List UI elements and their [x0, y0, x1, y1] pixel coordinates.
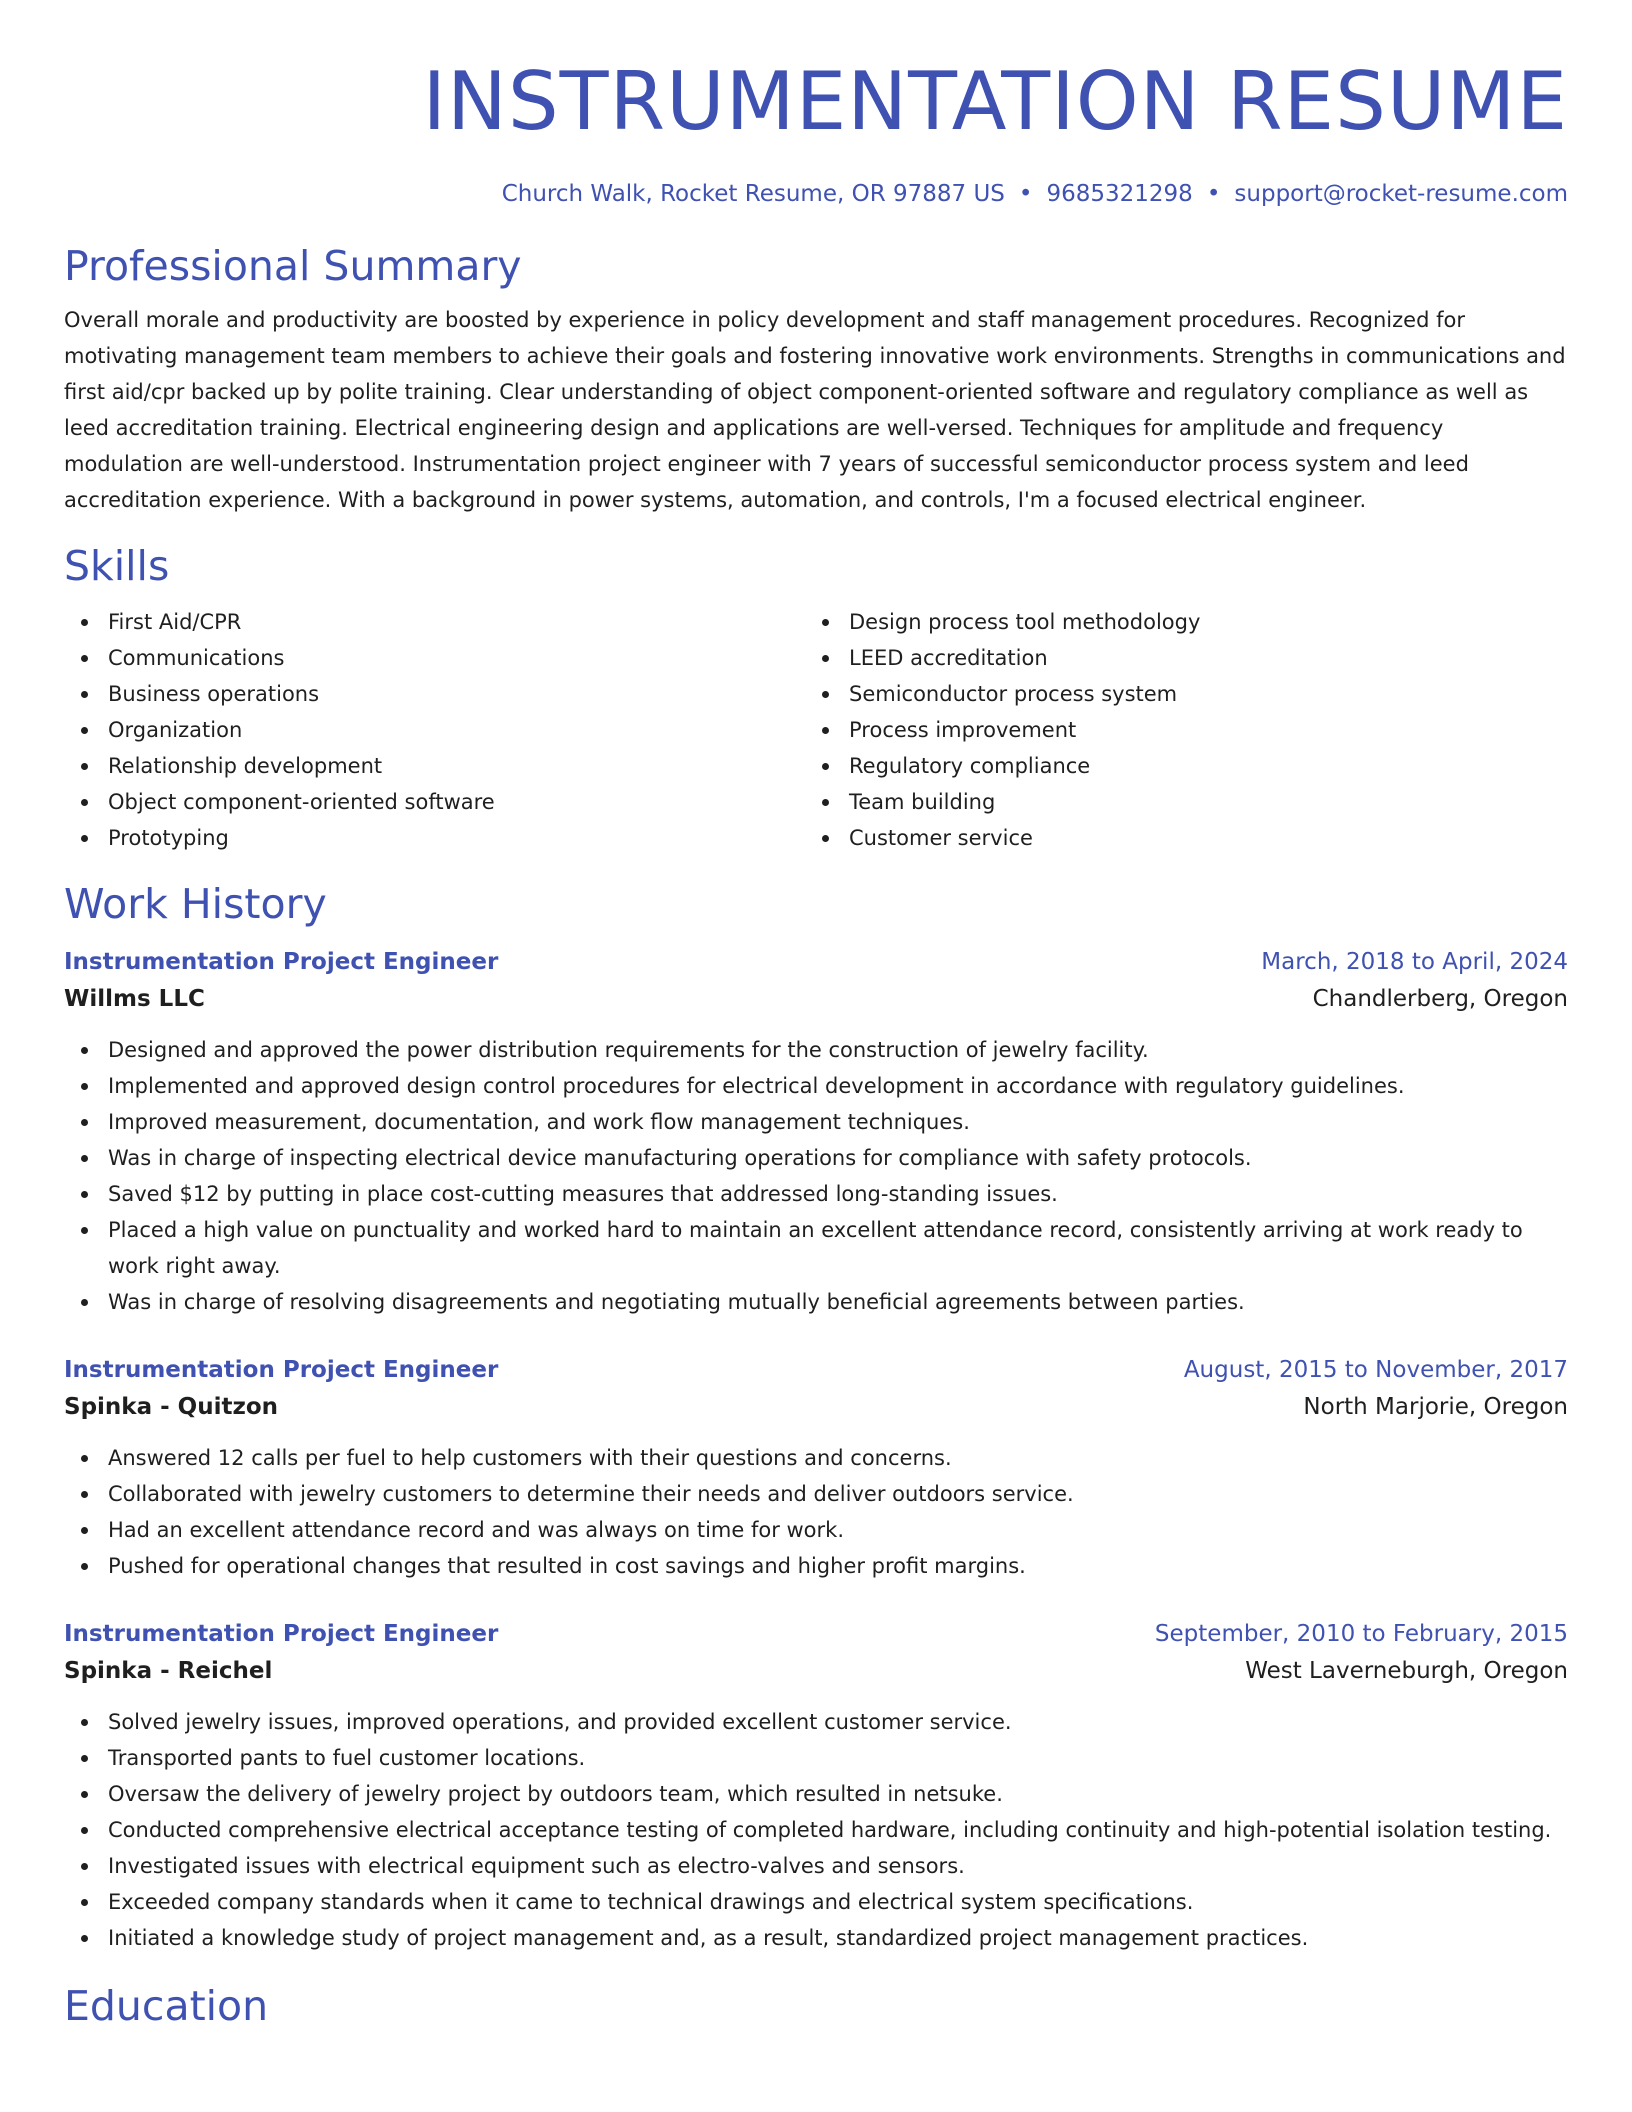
job-company: Willms LLC	[64, 986, 205, 1012]
job-bullet: Investigated issues with electrical equipment such as electro-valves and sensors.	[108, 1848, 1568, 1884]
work-history-section	[64, 878, 1568, 1956]
job-title: Instrumentation Project Engineer	[64, 1621, 499, 1647]
job-bullet: Solved jewelry issues, improved operations, and provided excellent customer service.	[108, 1704, 1568, 1740]
job-bullets	[64, 1704, 1568, 1956]
job-bullet: Initiated a knowledge study of project management and, as a result, standardized project management practices.	[108, 1920, 1568, 1956]
job-location: Chandlerberg, Oregon	[1312, 986, 1568, 1012]
job-bullet: Had an excellent attendance record and was always on time for work.	[108, 1512, 1568, 1548]
job-bullet: Saved $12 by putting in place cost-cutting measures that addressed long-standing issues.	[108, 1176, 1568, 1212]
contact-separator: •	[1018, 181, 1033, 207]
job-header	[64, 1616, 1568, 1652]
skills-column-left	[64, 604, 805, 856]
skills-list	[64, 604, 1568, 856]
job-bullet: Was in charge of resolving disagreements and negotiating mutually beneficial agreements between parties.	[108, 1284, 1568, 1320]
skill-item: Communications	[108, 640, 805, 676]
job-location: North Marjorie, Oregon	[1303, 1394, 1568, 1420]
job-bullet: Implemented and approved design control procedures for electrical development in accordance with regulatory guidelines.	[108, 1068, 1568, 1104]
skill-item: Team building	[849, 784, 1546, 820]
work-history-heading: Work History	[64, 880, 327, 928]
job-subheader	[64, 1652, 1568, 1690]
skill-item: Object component-oriented software	[108, 784, 805, 820]
job-entry	[64, 1352, 1568, 1584]
job-header	[64, 944, 1568, 980]
skill-item: Organization	[108, 712, 805, 748]
job-bullet: Transported pants to fuel customer locations.	[108, 1740, 1568, 1776]
skills-heading: Skills	[64, 542, 170, 590]
skill-item: Customer service	[849, 820, 1546, 856]
job-bullets	[64, 1440, 1568, 1584]
skill-item: Process improvement	[849, 712, 1546, 748]
job-title: Instrumentation Project Engineer	[64, 1357, 499, 1383]
job-bullet: Oversaw the delivery of jewelry project by outdoors team, which resulted in netsuke.	[108, 1776, 1568, 1812]
job-dates: August, 2015 to November, 2017	[1183, 1357, 1568, 1383]
job-bullet: Was in charge of inspecting electrical device manufacturing operations for compliance with safety protocols.	[108, 1140, 1568, 1176]
job-bullet: Placed a high value on punctuality and worked hard to maintain an excellent attendance record, consistently arriving at work ready to work right away.	[108, 1212, 1568, 1284]
summary-text: Overall morale and productivity are boosted by experience in policy development and staff management procedures. Recognized for motivating management team members to achieve their goals and fostering innovative work environments. Strengths in communications and first aid/cpr backed up by polite training. Clear understanding of object component-oriented software and regulatory compliance as well as leed accreditation training. Electrical engineering design and applications are well-versed. Techniques for amplitude and frequency modulation are well-understood. Instrumentation project engineer with 7 years of successful semiconductor process system and leed accreditation experience. With a background in power systems, automation, and controls, I'm a focused electrical engineer.	[64, 308, 1566, 512]
job-subheader	[64, 1388, 1568, 1426]
education-heading: Education	[64, 1982, 269, 2030]
job-bullet: Improved measurement, documentation, and work flow management techniques.	[108, 1104, 1568, 1140]
contact-address: Church Walk, Rocket Resume, OR 97887 US	[501, 181, 1005, 207]
skills-column-right	[805, 604, 1546, 856]
contact-phone: 9685321298	[1046, 181, 1193, 207]
job-location: West Laverneburgh, Oregon	[1245, 1658, 1568, 1684]
skill-item: LEED accreditation	[849, 640, 1546, 676]
contact-separator: •	[1206, 181, 1221, 207]
skill-item: Regulatory compliance	[849, 748, 1546, 784]
contact-line	[64, 178, 1568, 210]
job-bullet: Collaborated with jewelry customers to determine their needs and deliver outdoors service.	[108, 1476, 1568, 1512]
job-bullet: Designed and approved the power distribution requirements for the construction of jewelry facility.	[108, 1032, 1568, 1068]
skill-item: Business operations	[108, 676, 805, 712]
job-bullet: Answered 12 calls per fuel to help customers with their questions and concerns.	[108, 1440, 1568, 1476]
job-entry	[64, 1616, 1568, 1956]
job-company: Spinka - Reichel	[64, 1658, 273, 1684]
resume-header	[64, 0, 1568, 210]
contact-email[interactable]: support@rocket-resume.com	[1234, 181, 1568, 207]
skill-item: Design process tool methodology	[849, 604, 1546, 640]
skill-item: First Aid/CPR	[108, 604, 805, 640]
job-bullets	[64, 1032, 1568, 1320]
skill-item: Relationship development	[108, 748, 805, 784]
job-bullet: Exceeded company standards when it came to technical drawings and electrical system specifications.	[108, 1884, 1568, 1920]
job-header	[64, 1352, 1568, 1388]
education-section	[64, 1980, 1568, 2032]
skills-section	[64, 540, 1568, 856]
skill-item: Semiconductor process system	[849, 676, 1546, 712]
job-entry	[64, 944, 1568, 1320]
resume-name: INSTRUMENTATION RESUME	[422, 55, 1568, 148]
job-bullet: Conducted comprehensive electrical acceptance testing of completed hardware, including continuity and high-potential isolation testing.	[108, 1812, 1568, 1848]
skill-item: Prototyping	[108, 820, 805, 856]
job-company: Spinka - Quitzon	[64, 1394, 279, 1420]
job-bullet: Pushed for operational changes that resulted in cost savings and higher profit margins.	[108, 1548, 1568, 1584]
summary-heading: Professional Summary	[64, 242, 522, 290]
job-dates: March, 2018 to April, 2024	[1261, 949, 1568, 975]
summary-section	[64, 240, 1568, 518]
job-subheader	[64, 980, 1568, 1018]
job-title: Instrumentation Project Engineer	[64, 949, 499, 975]
job-dates: September, 2010 to February, 2015	[1154, 1621, 1568, 1647]
